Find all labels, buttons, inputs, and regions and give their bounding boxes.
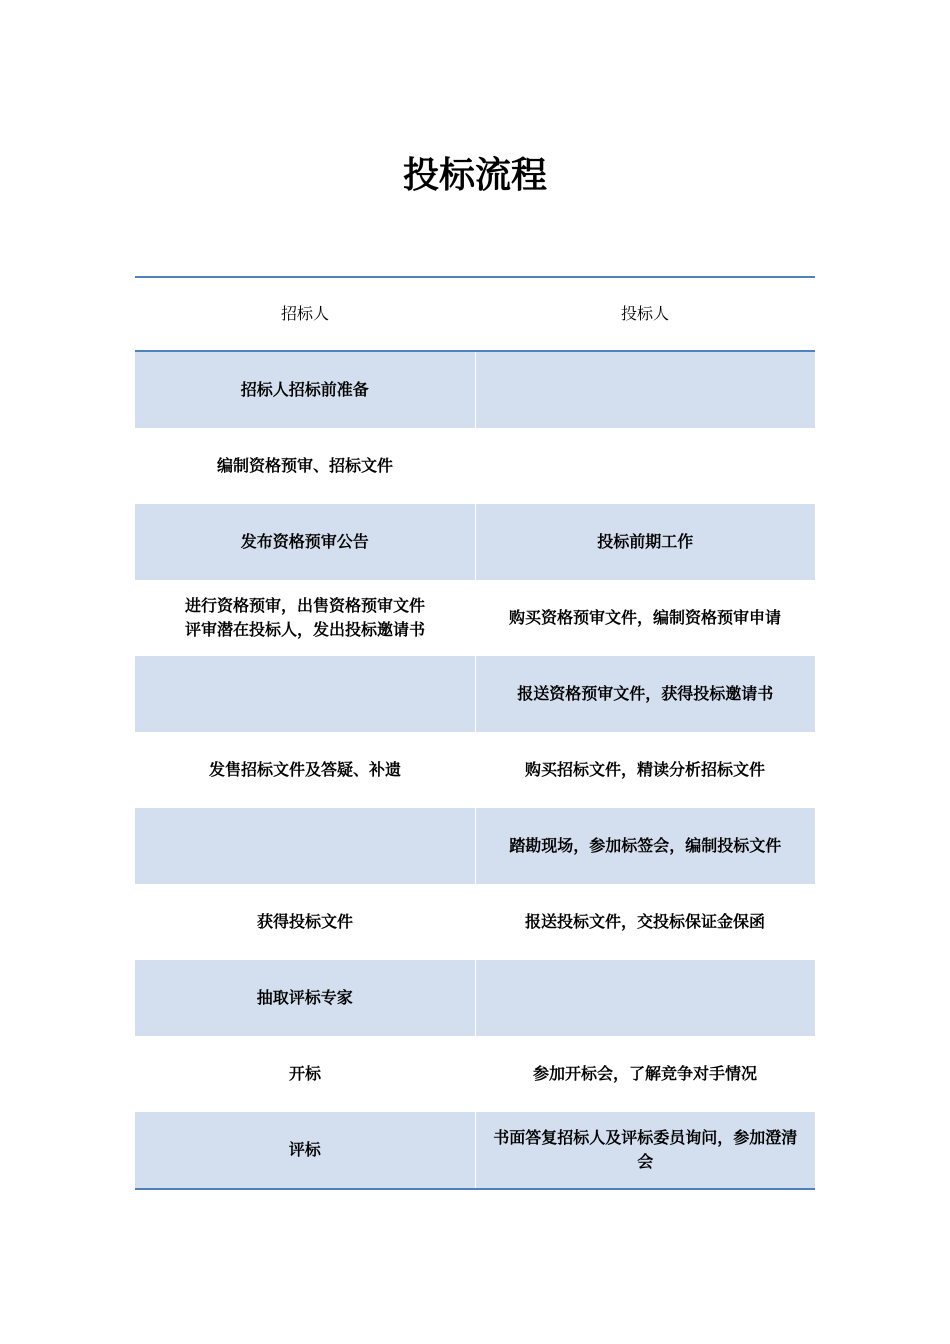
bidder-cell: 踏勘现场，参加标签会，编制投标文件 xyxy=(475,808,815,884)
tenderer-cell: 开标 xyxy=(288,1064,321,1083)
tenderer-cell: 抽取评标专家 xyxy=(135,960,475,1036)
bidder-cell: 书面答复招标人及评标委员询问，参加澄清会 xyxy=(475,1112,815,1189)
table-row xyxy=(135,1036,815,1112)
table-header-row xyxy=(135,277,815,351)
bidder-cell xyxy=(475,428,815,504)
table-row xyxy=(135,960,815,1036)
table-row xyxy=(135,580,815,656)
tenderer-cell: 进行资格预审，出售资格预审文件 评审潜在投标人，发出投标邀请书 xyxy=(184,596,425,639)
table-row xyxy=(135,504,815,580)
table-row xyxy=(135,428,815,504)
bidder-cell: 报送投标文件，交投标保证金保函 xyxy=(524,912,765,931)
bidder-cell: 购买资格预审文件，编制资格预审申请 xyxy=(508,608,781,627)
process-table xyxy=(135,276,815,1190)
column-header-bidder: 投标人 xyxy=(620,304,669,323)
tenderer-cell: 发布资格预审公告 xyxy=(135,504,475,580)
table-row xyxy=(135,1112,815,1189)
bidder-cell xyxy=(475,960,815,1036)
bidder-cell: 参加开标会，了解竞争对手情况 xyxy=(532,1064,757,1083)
bidder-cell: 购买招标文件，精读分析招标文件 xyxy=(524,760,765,779)
column-header-tenderer: 招标人 xyxy=(280,304,329,323)
table-row xyxy=(135,351,815,428)
tenderer-cell: 招标人招标前准备 xyxy=(135,351,475,428)
table-row xyxy=(135,656,815,732)
table-row xyxy=(135,732,815,808)
tenderer-cell xyxy=(135,656,475,732)
tenderer-cell: 评标 xyxy=(135,1112,475,1189)
bidder-cell: 报送资格预审文件，获得投标邀请书 xyxy=(475,656,815,732)
tenderer-cell: 发售招标文件及答疑、补遗 xyxy=(208,760,401,779)
tenderer-cell xyxy=(135,808,475,884)
table-row xyxy=(135,808,815,884)
tenderer-cell: 编制资格预审、招标文件 xyxy=(216,456,393,475)
page-title: 投标流程 xyxy=(402,155,547,196)
table-row xyxy=(135,884,815,960)
bidder-cell: 投标前期工作 xyxy=(475,504,815,580)
tenderer-cell: 获得投标文件 xyxy=(256,912,353,931)
bidder-cell xyxy=(475,351,815,428)
